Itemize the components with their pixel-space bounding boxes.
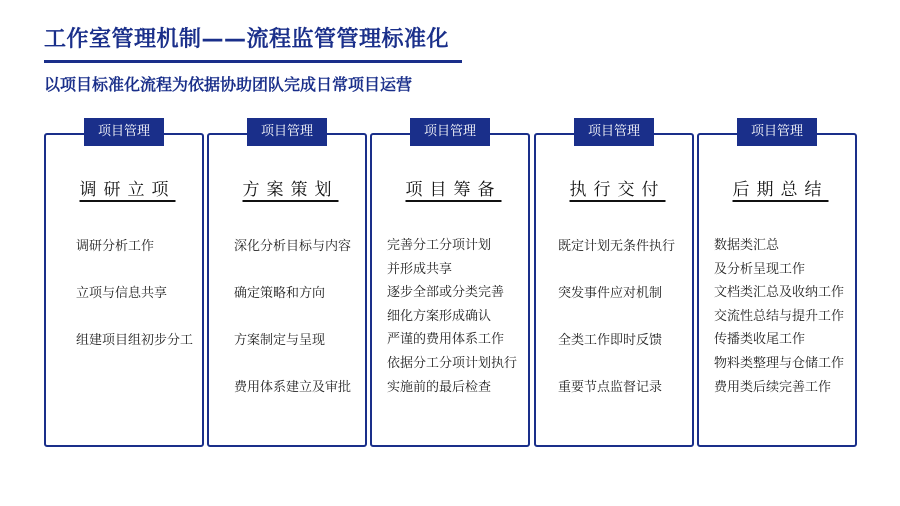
page-title: 工作室管理机制——流程监管管理标准化 xyxy=(44,27,450,52)
list-item: 传播类收尾工作 xyxy=(714,332,806,348)
list-item: 细化方案形成确认 xyxy=(387,308,492,324)
list-item: 费用类后续完善工作 xyxy=(714,379,832,395)
stage-card-delivery xyxy=(534,133,694,447)
list-item: 实施前的最后检查 xyxy=(387,379,492,395)
stage-item-list xyxy=(234,223,365,411)
stage-tag: 项目管理 xyxy=(574,118,654,146)
list-item: 既定计划无条件执行 xyxy=(558,239,676,254)
stage-heading: 调研立项 xyxy=(79,180,176,200)
stage-item-list xyxy=(387,234,528,399)
list-item: 深化分析目标与内容 xyxy=(234,239,352,254)
stage-heading: 后期总结 xyxy=(732,180,829,200)
stage-heading: 项目筹备 xyxy=(405,180,502,200)
list-item: 并形成共享 xyxy=(387,261,453,277)
list-item: 严谨的费用体系工作 xyxy=(387,332,505,348)
list-item: 文档类汇总及收纳工作 xyxy=(714,285,845,301)
stage-card-research xyxy=(44,133,204,447)
stage-item-list xyxy=(76,223,202,364)
list-item: 方案制定与呈现 xyxy=(234,333,326,348)
stage-heading: 执行交付 xyxy=(569,180,666,200)
stage-card-review xyxy=(697,133,857,447)
list-item: 交流性总结与提升工作 xyxy=(714,308,845,324)
stage-card-preparation xyxy=(370,133,530,447)
list-item: 费用体系建立及审批 xyxy=(234,380,352,395)
list-item: 调研分析工作 xyxy=(76,239,155,254)
list-item: 数据类汇总 xyxy=(714,238,780,253)
list-item: 完善分工分项计划 xyxy=(387,238,492,253)
stage-item-list xyxy=(558,223,692,411)
stage-heading: 方案策划 xyxy=(242,180,339,200)
page-subtitle: 以项目标准化流程为依据协助团队完成日常项目运营 xyxy=(44,75,413,94)
list-item: 确定策略和方向 xyxy=(234,286,326,301)
stage-tag: 项目管理 xyxy=(247,118,327,146)
stage-tag: 项目管理 xyxy=(410,118,490,146)
stage-item-list xyxy=(714,234,855,399)
stage-tag: 项目管理 xyxy=(84,118,164,146)
list-item: 及分析呈现工作 xyxy=(714,261,806,277)
list-item: 组建项目组初步分工 xyxy=(76,333,194,348)
list-item: 物料类整理与仓储工作 xyxy=(714,355,845,371)
list-item: 逐步全部或分类完善 xyxy=(387,285,505,301)
list-item: 依据分工分项计划执行 xyxy=(387,355,518,371)
list-item: 突发事件应对机制 xyxy=(558,286,663,301)
stage-card-planning xyxy=(207,133,367,447)
list-item: 立项与信息共享 xyxy=(76,286,168,301)
list-item: 重要节点监督记录 xyxy=(558,380,663,395)
list-item: 全类工作即时反馈 xyxy=(558,333,663,348)
title-underline xyxy=(44,60,462,63)
stage-tag: 项目管理 xyxy=(737,118,817,146)
